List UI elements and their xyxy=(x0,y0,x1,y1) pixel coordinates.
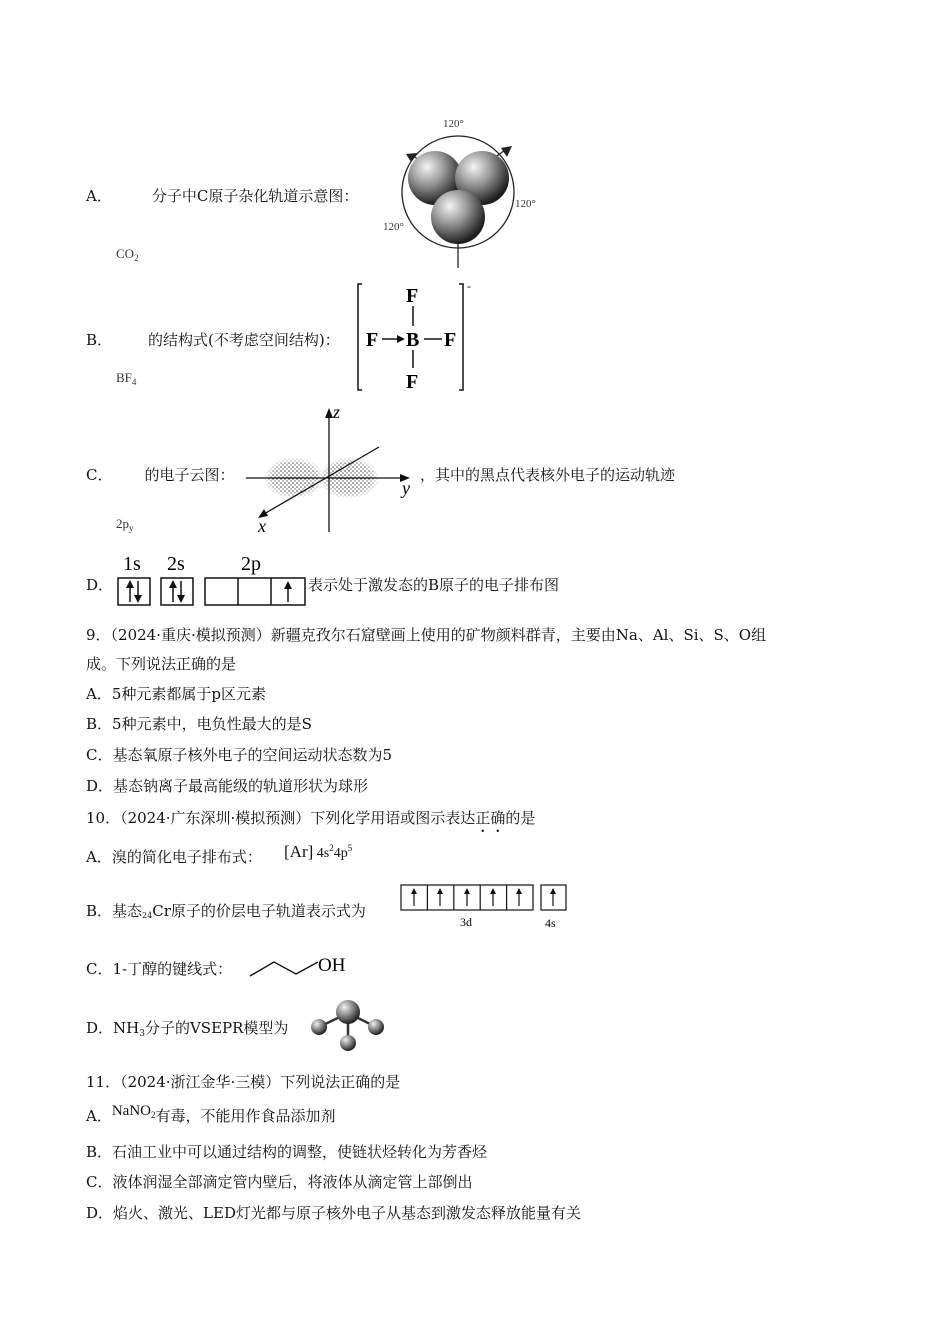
option-label: B． xyxy=(86,331,113,349)
atom-f-right: F xyxy=(444,329,457,351)
orbital-label-2p: 2p xyxy=(241,553,261,575)
butanol-skeletal-formula xyxy=(246,950,356,982)
q11-option-d: D．焰火、激光、LED灯光都与原子核外电子从基态到激发态释放能量有关 xyxy=(86,1204,581,1222)
angle-label-left: 120° xyxy=(383,221,404,233)
orbital-label-4s: 4s xyxy=(545,916,556,930)
q8-option-d xyxy=(86,575,113,595)
q9-option-c: C．基态氧原子核外电子的空间运动状态数为5 xyxy=(86,746,393,764)
orbital-label-2s: 2s xyxy=(167,553,185,575)
q8-b-formula: $BF_4$ xyxy=(116,370,137,387)
option-label: C． xyxy=(86,466,113,484)
q9-option-a: A．5种元素都属于p区元素 xyxy=(86,685,266,703)
q8-option-a xyxy=(86,186,358,206)
2py-electron-cloud-diagram xyxy=(244,402,424,537)
q10-option-d: D．$NH_3$分子的VSEPR模型为 xyxy=(86,1019,289,1039)
sp2-hybrid-orbital-diagram xyxy=(375,110,550,270)
q10-stem: 10．（2024·广东深圳·模拟预测）下列化学用语或图示表达正确的是 xyxy=(86,809,536,827)
option-text: 分子中C原子杂化轨道示意图： xyxy=(151,187,359,205)
q11-option-a: A．NaNO$_2$有毒，不能用作食品添加剂 xyxy=(86,1103,336,1125)
bromine-electron-config: [Ar] $4s^24p^5$ xyxy=(284,842,353,861)
excited-boron-orbital-diagram xyxy=(113,550,309,610)
orbital-label-1s: 1s xyxy=(123,553,141,575)
q8-d-text: 表示处于激发态的B原子的电子排布图 xyxy=(308,576,560,594)
q8-option-c xyxy=(86,465,235,485)
orbital-label-3d: 3d xyxy=(460,915,472,929)
hydroxyl-label: OH xyxy=(318,955,346,976)
q8-c-formula: $2p_y$ xyxy=(116,516,134,533)
cr-valence-orbital-diagram xyxy=(398,882,573,932)
option-text: 的电子云图： xyxy=(144,466,235,484)
charge-sign: - xyxy=(467,279,471,293)
q8-a-formula: $CO_2$ xyxy=(116,246,139,263)
q8-option-b xyxy=(86,330,340,350)
nh3-vsepr-model xyxy=(306,997,392,1057)
q9-stem-line2: 成。下列说法正确的是 xyxy=(86,655,237,673)
q10-option-c: C．1-丁醇的键线式： xyxy=(86,960,233,978)
bf4-structure-diagram xyxy=(352,278,477,396)
axis-label-x: x xyxy=(258,516,266,536)
q10-option-a: A．溴的简化电子排布式： xyxy=(86,848,262,866)
orbital-box-2s xyxy=(161,578,193,605)
orbital-box-1s xyxy=(118,578,150,605)
q8-c-after-text: ，其中的黑点代表核外电子的运动轨迹 xyxy=(420,466,676,484)
atom-f-bottom: F xyxy=(406,371,419,393)
q9-stem-line1: 9．（2024·重庆·模拟预测）新疆克孜尔石窟壁画上使用的矿物颜料群青，主要由Na、Al、Si、S、O组 xyxy=(86,626,767,644)
option-label: A． xyxy=(86,187,112,205)
axis-label-z: z xyxy=(333,402,341,422)
axis-label-y: y xyxy=(402,478,410,498)
q11-option-b: B．石油工业中可以通过结构的调整，使链状烃转化为芳香烃 xyxy=(86,1143,488,1161)
atom-h-bottom xyxy=(340,1035,356,1051)
q9-option-d: D．基态钠离子最高能级的轨道形状为球形 xyxy=(86,777,369,795)
atom-h-left xyxy=(311,1019,327,1035)
q9-option-b: B．5种元素中，电负性最大的是S xyxy=(86,715,312,733)
q10-option-b: B．基态24Cr原子的价层电子轨道表示式为 xyxy=(86,902,366,920)
atom-f-left: F xyxy=(366,329,379,351)
q11-stem: 11．（2024·浙江金华·三模）下列说法正确的是 xyxy=(86,1073,401,1091)
orbital-box-2p xyxy=(205,578,305,605)
option-label: D． xyxy=(86,576,114,594)
orbital-lobe-bottom xyxy=(431,190,485,244)
angle-label-top: 120° xyxy=(443,118,464,130)
atom-b-center: B xyxy=(406,329,420,351)
atom-h-right xyxy=(368,1019,384,1035)
emphasized-word: 正确 xyxy=(475,809,506,827)
q11-option-c: C．液体润湿全部滴定管内壁后，将液体从滴定管上部倒出 xyxy=(86,1173,473,1191)
option-text: 的结构式(不考虑空间结构)： xyxy=(148,331,340,349)
angle-label-right: 120° xyxy=(515,198,536,210)
atom-f-top: F xyxy=(406,285,419,307)
atom-n-center xyxy=(336,1000,360,1024)
